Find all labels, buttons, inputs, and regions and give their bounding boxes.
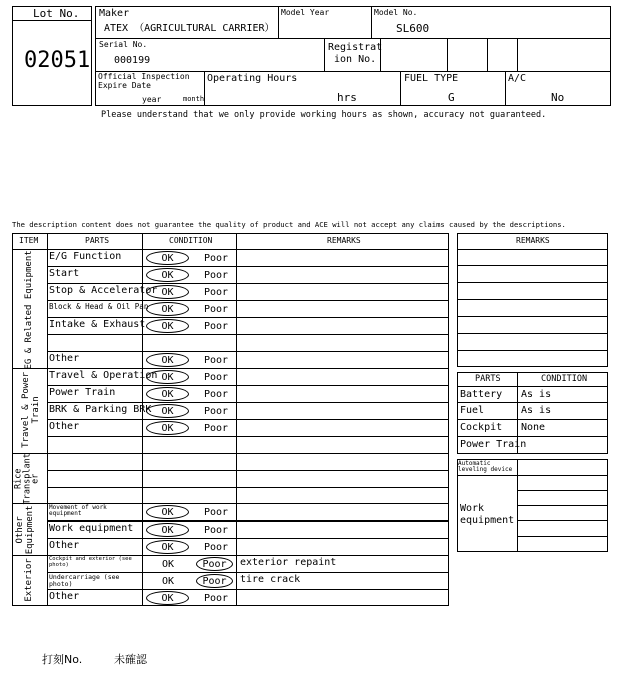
remark: tire crack bbox=[240, 574, 301, 585]
hours-label: Operating Hours bbox=[207, 73, 298, 84]
condition-poor: Poor bbox=[204, 423, 229, 434]
condition-poor: Poor bbox=[204, 507, 229, 518]
condition-ok: OK bbox=[146, 302, 189, 316]
condition-ok: OK bbox=[146, 591, 189, 605]
condition-ok: OK bbox=[146, 523, 189, 537]
col-item: ITEM bbox=[19, 236, 39, 245]
registration-label: Registrat ion No. bbox=[328, 42, 383, 65]
part-name: Other bbox=[49, 591, 80, 602]
part-name: BRK & Parking BRK bbox=[49, 404, 152, 415]
part-name: Intake & Exhaust bbox=[49, 319, 146, 330]
group-travel: Travel & Power Train bbox=[21, 371, 41, 448]
table-row bbox=[47, 368, 449, 385]
condition-poor: Poor bbox=[204, 406, 229, 417]
table-row bbox=[47, 351, 449, 368]
part-name: Undercarriage (see photo) bbox=[49, 573, 120, 588]
side-col-condition: CONDITION bbox=[541, 374, 588, 384]
condition-ok: OK bbox=[146, 404, 189, 418]
condition-ok: OK bbox=[146, 387, 189, 401]
maker-value: ATEX （AGRICULTURAL CARRIER） bbox=[104, 23, 275, 34]
side-remarks-box bbox=[457, 233, 608, 367]
fuel-label: FUEL TYPE bbox=[404, 73, 459, 84]
condition-ok: OK bbox=[146, 353, 189, 367]
model-no-label: Model No. bbox=[374, 8, 418, 17]
month-label: month bbox=[183, 95, 205, 103]
condition-poor: Poor bbox=[204, 389, 229, 400]
side-part-name: Battery bbox=[460, 389, 503, 400]
lot-number: 02051 bbox=[24, 48, 91, 73]
condition-poor: Poor bbox=[204, 287, 229, 298]
condition-ok: OK bbox=[146, 505, 189, 519]
side-part-name: Power Train bbox=[460, 439, 527, 450]
side-col-parts: PARTS bbox=[475, 374, 501, 384]
condition-ok: OK bbox=[146, 251, 189, 265]
hours-note: Please understand that we only provide working hours as shown, accuracy not guaranteed. bbox=[101, 110, 547, 120]
condition-poor: Poor bbox=[204, 270, 229, 281]
table-row bbox=[47, 503, 449, 520]
part-name: E/G Function bbox=[49, 251, 122, 262]
part-name: Movement of work equipment bbox=[49, 504, 107, 518]
part-name: Travel & Operation bbox=[49, 370, 158, 381]
condition-ok: OK bbox=[146, 370, 189, 384]
stamp-label: 打刻No. bbox=[42, 653, 83, 666]
condition-ok: OK bbox=[162, 559, 175, 570]
part-name: Power Train bbox=[49, 387, 116, 398]
hours-unit: hrs bbox=[337, 91, 357, 104]
condition-ok: OK bbox=[146, 285, 189, 299]
inspection-label: Official Inspection Expire Date bbox=[98, 72, 190, 90]
part-name: Cockpit and exterior (see photo) bbox=[49, 556, 132, 568]
part-name: Other bbox=[49, 353, 80, 364]
ac-value: No bbox=[551, 91, 565, 104]
side-part-name: Cockpit bbox=[460, 422, 503, 433]
condition-poor: Poor bbox=[204, 304, 229, 315]
condition-poor: Poor bbox=[196, 557, 233, 571]
condition-poor: Poor bbox=[204, 253, 229, 264]
col-parts: PARTS bbox=[85, 236, 110, 245]
part-name: Block & Head & Oil Pan bbox=[49, 302, 149, 311]
table-row bbox=[47, 249, 449, 266]
table-row bbox=[47, 266, 449, 283]
condition-poor: Poor bbox=[196, 574, 233, 588]
part-name: Other bbox=[49, 540, 80, 551]
model-year-label: Model Year bbox=[281, 8, 330, 17]
table-row bbox=[47, 572, 449, 589]
condition-ok: OK bbox=[146, 319, 189, 333]
table-row bbox=[47, 385, 449, 402]
col-condition: CONDITION bbox=[169, 236, 213, 245]
work-equipment-label: Work equipment bbox=[460, 503, 515, 526]
fuel-value: G bbox=[448, 91, 455, 104]
table-row bbox=[47, 402, 449, 419]
table-row bbox=[47, 419, 449, 436]
table-row bbox=[47, 317, 449, 334]
table-row bbox=[47, 555, 449, 572]
condition-poor: Poor bbox=[204, 372, 229, 383]
remark: exterior repaint bbox=[240, 557, 337, 568]
group-other-equipment: Other Equipment bbox=[15, 505, 35, 555]
condition-ok: OK bbox=[146, 268, 189, 282]
condition-poor: Poor bbox=[204, 525, 229, 536]
ac-label: A/C bbox=[508, 73, 527, 84]
table-row bbox=[47, 300, 449, 317]
serial-label: Serial No. bbox=[99, 40, 148, 49]
part-name: Stop & Accelerator bbox=[49, 285, 158, 296]
model-no-value: SL600 bbox=[396, 22, 430, 35]
condition-ok: OK bbox=[146, 540, 189, 554]
condition-ok: OK bbox=[146, 421, 189, 435]
part-name: Start bbox=[49, 268, 80, 279]
side-part-condition: As is bbox=[521, 405, 552, 416]
side-part-condition: None bbox=[521, 422, 546, 433]
stamp-value: 未確認 bbox=[114, 653, 147, 666]
table-row bbox=[47, 283, 449, 300]
condition-poor: Poor bbox=[204, 355, 229, 366]
group-exterior: Exterior bbox=[24, 558, 35, 602]
table-row bbox=[47, 521, 449, 538]
group-rice: Rice Transplant er bbox=[13, 453, 41, 505]
part-name: Other bbox=[49, 421, 80, 432]
side-remarks-label: REMARKS bbox=[516, 236, 550, 245]
table-row bbox=[47, 589, 449, 606]
auto-leveling-label: Automatic leveling device bbox=[458, 460, 513, 474]
condition-poor: Poor bbox=[204, 542, 229, 553]
condition-poor: Poor bbox=[204, 593, 229, 604]
lot-label: Lot No. bbox=[33, 7, 80, 20]
group-eg: EG & Related Equipment bbox=[24, 250, 35, 370]
year-label: year bbox=[142, 95, 162, 104]
disclaimer: The description content does not guarantee the quality of product and ACE will not accept any claims caused by the descriptions. bbox=[12, 220, 566, 229]
condition-poor: Poor bbox=[204, 321, 229, 332]
maker-label: Maker bbox=[99, 8, 130, 19]
col-remarks: REMARKS bbox=[327, 236, 361, 245]
serial-value: 000199 bbox=[114, 55, 151, 66]
part-name: Work equipment bbox=[49, 523, 134, 534]
condition-ok: OK bbox=[162, 576, 175, 587]
table-row bbox=[47, 538, 449, 555]
side-part-condition: As is bbox=[521, 389, 552, 400]
side-part-name: Fuel bbox=[460, 405, 485, 416]
